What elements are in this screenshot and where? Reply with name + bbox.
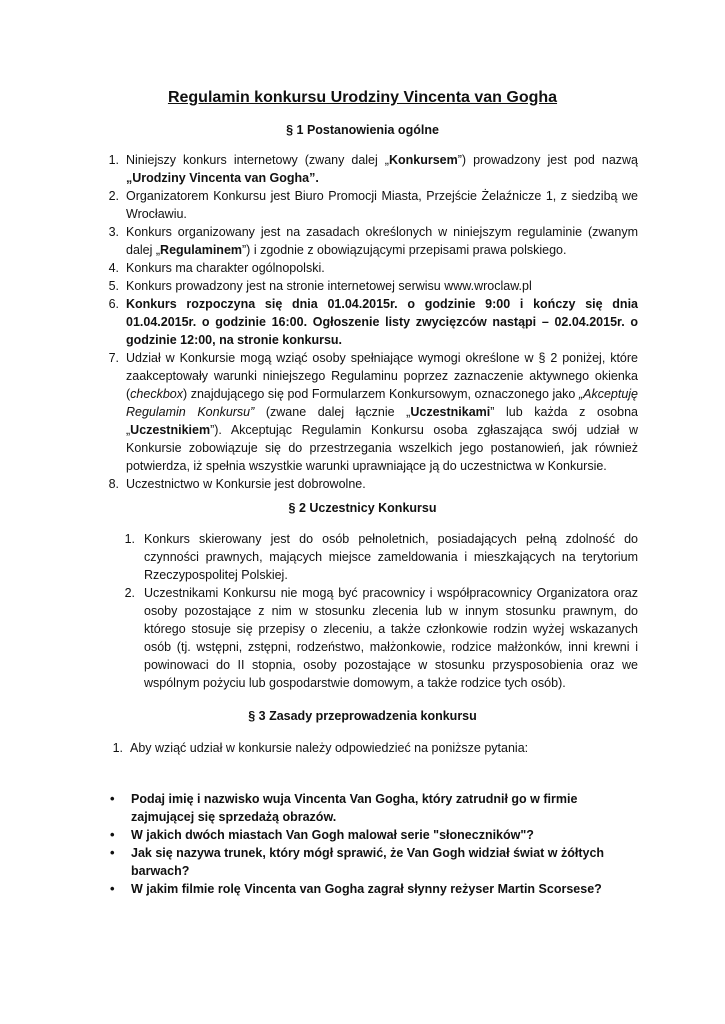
list-item <box>108 475 638 493</box>
item-italic-text: „Akceptuję Regulamin Konkursu” <box>126 387 638 419</box>
item-number: 1. <box>124 532 135 546</box>
item-bold-text: „Urodziny Vincenta van Gogha”. <box>126 171 319 185</box>
bullet-icon: • <box>110 845 115 860</box>
item-bold-text: Uczestnikami <box>410 405 491 419</box>
list-item <box>124 530 638 584</box>
list-item <box>108 223 638 259</box>
item-text: Konkurs ma charakter ogólnopolski. <box>126 261 325 275</box>
item-text: ”). Akceptując Regulamin Konkursu osoba zgłaszająca swój udział w Konkursie zobowiązuje się do przestrzegania wszelkich jego postanowień, jak również potwierdza, iż spełnia wszystkie warunki uprawniające ją do uczestnictwa w Konkursie. <box>126 423 638 473</box>
item-text: (zwane dalej łącznie „ <box>254 405 411 419</box>
item-text: Udział w Konkursie mogą wziąć osoby spełniające wymogi określone w § 2 poniżej, które zaakceptowały warunki niniejszego Regulaminu poprzez zaznaczenie aktywnego okienka ( <box>126 351 638 401</box>
item-text: Organizatorem Konkursu jest Biuro Promocji Miasta, Przejście Żelaźnicze 1, z siedzibą we Wrocławiu. <box>126 189 638 221</box>
list-item <box>112 739 638 757</box>
question-text: Podaj imię i nazwisko wuja Vincenta Van Gogha, który zatrudnił go w firmie zajmującej się sprzedażą obrazów. <box>131 792 578 824</box>
list-item <box>108 151 638 187</box>
section-3-list <box>112 739 638 757</box>
item-text: ”) prowadzony jest pod nazwą <box>457 153 638 167</box>
question-item <box>110 880 641 898</box>
question-text: W jakim filmie rolę Vincenta van Gogha zagrał słynny reżyser Martin Scorsese? <box>131 882 602 896</box>
list-item <box>108 259 638 277</box>
item-bold-text: Konkurs rozpoczyna się dnia 01.04.2015r. o godzinie 9:00 i kończy się dnia 01.04.2015r. o godzinie 16:00. Ogłoszenie listy zwycięzców nastąpi – 02.04.2015r. o godzinie 12:00, na stronie konkursu. <box>126 297 638 347</box>
item-text: Uczestnikami Konkursu nie mogą być pracownicy i współpracownicy Organizatora oraz osoby pozostające z nim w stosunku zlecenia lub w innym stosunku prawnym, do którego stosuje się przepisy o zleceniu, a także członkowie rodzin wyżej wskazanych osób (tj. wstępni, zstępni, rodzeństwo, małżonkowie, rodzice małżonków, inni krewni i powinowaci do II stopnia, osoby pozostające w stosunku przysposobienia oraz we wspólnym pożyciu lub gospodarstwie domowym, a także rodzice tych osób). <box>144 586 638 690</box>
item-text: Konkurs organizowany jest na zasadach określonych w niniejszym regulaminie (zwanym dalej „ <box>126 225 638 257</box>
question-item <box>110 826 641 844</box>
list-item <box>108 187 638 223</box>
document-title: Regulamin konkursu Urodziny Vincenta van Gogha <box>167 89 558 106</box>
item-number: 1. <box>112 741 123 755</box>
section-2-list <box>124 530 638 692</box>
item-number: 7. <box>108 351 119 365</box>
item-bold-text: Regulaminem <box>160 243 243 257</box>
item-number: 6. <box>108 297 119 311</box>
item-text: ”) i zgodnie z obowiązującymi przepisami prawa polskiego. <box>242 243 567 257</box>
item-number: 3. <box>108 225 119 239</box>
item-text: Konkurs skierowany jest do osób pełnoletnich, posiadających pełną zdolność do czynności prawnych, mających miejsce zameldowania i mieszkających na terytorium Rzeczypospolitej Polskiej. <box>144 532 638 582</box>
question-text: Jak się nazywa trunek, który mógł sprawić, że Van Gogh widział świat w żółtych barwach? <box>131 846 605 878</box>
item-number: 1. <box>108 153 119 167</box>
item-number: 5. <box>108 279 119 293</box>
item-bold-text: Uczestnikiem <box>130 423 211 437</box>
list-item <box>108 295 638 349</box>
question-text: W jakich dwóch miastach Van Gogh malował serie "słoneczników"? <box>131 828 534 842</box>
item-text: ) znajdującego się pod Formularzem Konkursowym, oznaczonego jako <box>182 387 579 401</box>
item-number: 8. <box>108 477 119 491</box>
item-bold-text: Konkursem <box>388 153 458 167</box>
item-number: 2. <box>124 586 135 600</box>
item-number: 2. <box>108 189 119 203</box>
list-item <box>108 277 638 295</box>
item-text: Aby wziąć udział w konkursie należy odpowiedzieć na poniższe pytania: <box>130 741 529 755</box>
list-item <box>124 584 638 692</box>
bullet-icon: • <box>110 881 115 896</box>
section-2-heading: § 2 Uczestnicy Konkursu <box>288 501 437 515</box>
section-3-heading: § 3 Zasady przeprowadzenia konkursu <box>248 709 477 723</box>
bullet-icon: • <box>110 791 115 806</box>
bullet-icon: • <box>110 827 115 842</box>
item-text: ” lub każda z osobna „ <box>126 405 638 437</box>
section-1-heading: § 1 Postanowienia ogólne <box>286 123 439 137</box>
item-italic-text: checkbox <box>130 387 183 401</box>
item-text: Konkurs prowadzony jest na stronie internetowej serwisu www.wroclaw.pl <box>126 279 532 293</box>
question-item <box>110 790 641 826</box>
question-item <box>110 844 641 880</box>
questions-list <box>110 790 641 898</box>
item-number: 4. <box>108 261 119 275</box>
list-item <box>108 349 638 475</box>
section-1-list <box>108 151 638 493</box>
item-text: Niniejszy konkurs internetowy (zwany dalej „ <box>126 153 389 167</box>
item-text: Uczestnictwo w Konkursie jest dobrowolne. <box>126 477 366 491</box>
